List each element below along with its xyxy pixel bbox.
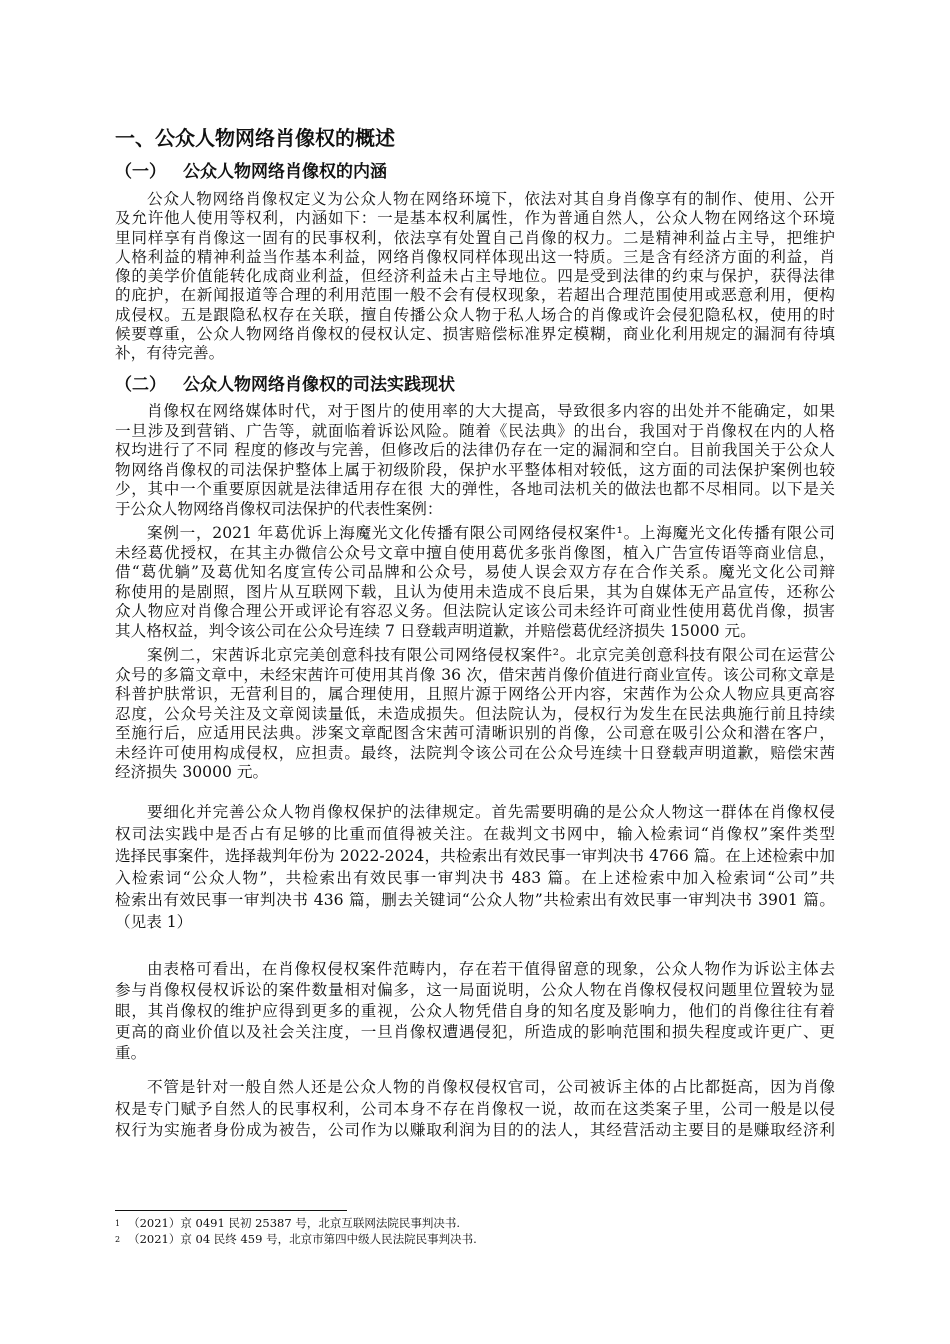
text-line: 忍度，公众号关注及文章阅读量低，未造成损失。但法院认为，侵权行为发生在民法典施行前且持续 (115, 704, 835, 723)
text-line: 更高的商业价值以及社会关注度，一旦肖像权遭遇侵犯，所造成的影响范围和损失程度或许更广、更 (115, 1023, 835, 1041)
text-line: 的庇护，在新闻报道等合理的利用范围一般不会有侵权现象，若超出合理范围使用或恶意利用，便构 (115, 286, 835, 305)
paragraph-case-two (115, 646, 835, 783)
text-line: 众人物应对肖像合理公开或评论有容忍义务。但法院认定该公司未经许可商业性使用葛优肖像，损害 (115, 602, 835, 620)
text-line: 成侵权。五是跟隐私权存在关联，擅自传播公众人物于私人场合的肖像或许会侵犯隐私权，使用的时 (115, 305, 835, 324)
section-heading-2 (115, 374, 835, 396)
text-line: 参与肖像权侵权诉讼的案件数量相对偏多，这一局面说明，公众人物在肖像权侵权问题里位置较为显 (115, 981, 835, 999)
text-line: 未经葛优授权，在其主办微信公众号文章中擅自使用葛优多张肖像图，植入广告宣传语等商业信息， (115, 543, 835, 562)
text-line: 由表格可看出，在肖像权侵权案件范畴内，存在若干值得留意的现象，公众人物作为诉讼主体去 (147, 960, 835, 978)
text-line: 眼，其肖像权的维护应得到更多的重视，公众人物凭借自身的知名度及影响力，他们的肖像往往有着 (115, 1002, 835, 1020)
section-title: 公众人物网络肖像权的内涵 (183, 162, 387, 182)
text-line: 称使用的是剧照，图片从互联网下载，且认为使用未造成不良后果，其为自媒体无产品宣传，还称公 (115, 582, 835, 601)
section-number: （一） (115, 162, 166, 182)
text-line: 未经许可使用构成侵权，应担责。最终，法院判令该公司在公众号连续十日登载声明道歉，赔偿宋茜 (115, 743, 835, 762)
text-line: 案例一，2021 年葛优诉上海魔光文化传播有限公司网络侵权案件¹。上海魔光文化传播有限公司 (147, 524, 835, 542)
footnote-mark: 1 (115, 1219, 121, 1228)
section-heading-1 (115, 161, 835, 183)
text-line: 补，有待完善。 (115, 344, 225, 363)
text-line: 经济损失 30000 元。 (115, 763, 269, 781)
paragraph-search-statistics (115, 801, 835, 933)
text-line: 选择民事案件，选择裁判年份为 2022-2024，共检索出有效民事一审判决书 4766 篇。在上述检索中加 (115, 847, 835, 865)
text-line: 像的美学价值能转化成商业利益，但经济利益未占主导地位。四是受到法律的约束与保护，获得法律 (115, 267, 835, 286)
text-line: 少，其中一个重要原因就是法律适用存在很 大的弹性，各地司法机关的做法也都不尽相同。以下是关 (115, 480, 835, 499)
paragraph-table-analysis (115, 959, 835, 1064)
text-line: 权均进行了不同 程度的修改与完善，但修改后的法律仍存在一定的漏洞和空白。目前我国关于公众人 (115, 441, 835, 460)
text-line: 公众人物网络肖像权定义为公众人物在网络环境下，依法对其自身肖像享有的制作、使用、公开 (147, 190, 835, 208)
text-line: 不管是针对一般自然人还是公众人物的肖像权侵权官司，公司被诉主体的占比都挺高，因为肖像 (147, 1078, 835, 1096)
text-line: 要细化并完善公众人物肖像权保护的法律规定。首先需要明确的是公众人物这一群体在肖像权侵 (147, 803, 835, 821)
text-line: 肖像权在网络媒体时代，对于图片的使用率的大大提高，导致很多内容的出处并不能确定，如果 (147, 402, 835, 420)
text-line: 于公众人物网络肖像权司法保护的代表性案例： (115, 499, 443, 518)
text-line: 一旦涉及到营销、广告等，就面临着诉讼风险。随着《民法典》的出台，我国对于肖像权在内的人格 (115, 421, 835, 440)
text-line: 案例二，宋茜诉北京完美创意科技有限公司网络侵权案件²。北京完美创意科技有限公司在运营公 (147, 646, 835, 664)
text-line: 及允许他人使用等权利，内涵如下：一是基本权利属性，作为普通自然人，公众人物在网络这个环境 (115, 209, 835, 228)
footnote-1 (115, 1216, 460, 1231)
chapter-heading: 一、公众人物网络肖像权的概述 (115, 126, 395, 150)
footnote-separator (115, 1210, 347, 1211)
text-line: 检索出有效民事一审判决书 436 篇，删去关键词“公众人物”共检索出有效民事一审判决书 3901 篇。 (115, 891, 835, 909)
section-number: （二） (115, 375, 166, 395)
footnote-2 (115, 1232, 477, 1247)
footnote-text: （2021）京 04 民终 459 号，北京市第四中级人民法院民事判决书. (128, 1232, 477, 1246)
text-line: 入检索词“公众人物”，共检索出有效民事一审判决书 483 篇。在上述检索中加入检索词“公司”共 (115, 869, 835, 887)
text-line: 众号的多篇文章中，未经宋茜许可使用其肖像 36 次，借宋茜肖像价值进行商业宣传。该公司称文章是 (115, 665, 835, 684)
paragraph-case-one (115, 524, 835, 641)
text-line: 权行为实施者身份成为被告，公司作为以赚取利润为目的的法人，其经营活动主要目的是赚取经济利 (115, 1121, 835, 1139)
paragraph-company-defendant (115, 1077, 835, 1142)
footnote-text: （2021）京 0491 民初 25387 号，北京互联网法院民事判决书. (128, 1216, 460, 1230)
text-line: （见表 1） (115, 913, 193, 931)
footnote-mark: 2 (115, 1235, 121, 1244)
text-line: 人格利益的精神利益当作基本利益，网络肖像权同样体现出这一特质。三是含有经济方面的利益，肖 (115, 247, 835, 266)
text-line: 科普护肤常识，无营利目的，属合理使用，且照片源于网络公开内容，宋茜作为公众人物应具更高容 (115, 685, 835, 703)
section-title: 公众人物网络肖像权的司法实践现状 (183, 375, 455, 395)
text-line: 物网络肖像权的司法保护整体上属于初级阶段，保护水平整体相对较低，这方面的司法保护案例也较 (115, 460, 835, 479)
text-line: 借“葛优躺”及葛优知名度宣传公司品牌和公众号，易使人误会双方存在合作关系。魔光文化公司辩 (115, 563, 835, 581)
text-line: 权是专门赋予自然人的民事权利，公司本身不存在肖像权一说，故而在这类案子里，公司一般是以侵 (115, 1099, 835, 1118)
text-line: 至施行后，应适用民法典。涉案文章配图含宋茜可清晰识别的肖像，公司意在吸引公众和潜在客户， (115, 724, 835, 742)
text-line: 其人格权益，判令该公司在公众号连续 7 日登载声明道歉，并赔偿葛优经济损失 15000 元。 (115, 621, 756, 640)
text-line: 候要尊重，公众人物网络肖像权的侵权认定、损害赔偿标准界定模糊，商业化利用规定的漏洞有待填 (115, 325, 835, 344)
text-line: 权司法实践中是否占有足够的比重而值得被关注。在裁判文书网中，输入检索词“肖像权”案件类型 (115, 825, 835, 843)
text-line: 重。 (115, 1044, 147, 1062)
paragraph-judicial-status (115, 402, 835, 520)
text-line: 里同样享有肖像这一固有的民事权利，依法享有处置自己肖像的权力。二是精神利益占主导，把维护 (115, 228, 835, 247)
paragraph-connotation (115, 190, 835, 364)
